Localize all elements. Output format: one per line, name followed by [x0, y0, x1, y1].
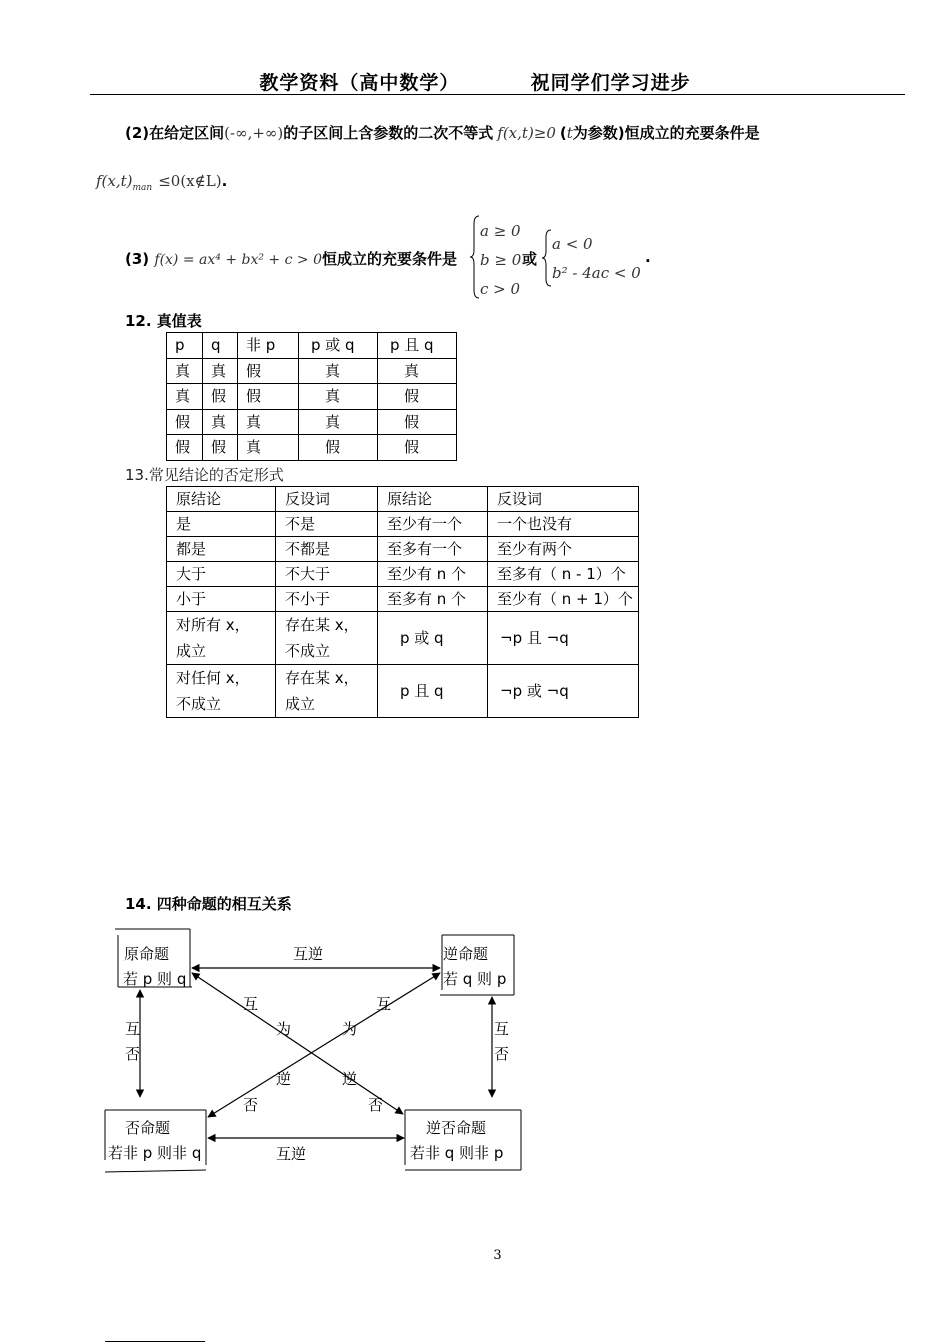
negation-header-original-2: 原结论	[378, 487, 488, 512]
table-cell: 至少有（ n + 1）个	[488, 587, 639, 612]
table-cell: 假	[167, 435, 203, 461]
truth-header-p-and-q: p 且 q	[378, 333, 457, 359]
table-cell: 都是	[167, 537, 276, 562]
case1-b: b ≥ 0	[480, 251, 522, 269]
negation-header-original-1: 原结论	[167, 487, 276, 512]
original-prop-name: 原命题	[124, 945, 170, 963]
converse-prop-form: 若 q 则 p	[443, 970, 507, 988]
para-2-expr: f(x,t)≥0	[497, 124, 556, 142]
table-cell: 真	[238, 409, 299, 435]
table-cell: 大于	[167, 562, 276, 587]
diagonal-2-label-3: 逆	[276, 1070, 292, 1088]
diagonal-arrow-1	[192, 973, 403, 1114]
para-2-lead: (2)在给定区间	[125, 124, 225, 142]
cell-line: 对所有 x，	[176, 616, 250, 634]
table-cell: p 或 q	[378, 612, 488, 665]
para-2-line2-expr: f(x,t)	[96, 172, 133, 190]
left-arrow-label-2: 否	[125, 1045, 141, 1063]
truth-header-p: p	[167, 333, 203, 359]
top-arrow-label: 互逆	[293, 945, 324, 963]
bottom-arrow-label: 互逆	[276, 1145, 307, 1163]
diagonal-1-label-2: 为	[276, 1020, 292, 1038]
table-cell: 至多有（ n - 1）个	[488, 562, 639, 587]
para-2-line2-sub: man	[132, 183, 153, 193]
table-cell: 真	[299, 409, 378, 435]
table-cell: 真	[299, 358, 378, 384]
table-cell: 小于	[167, 587, 276, 612]
para-2-line2-end: .	[221, 172, 228, 190]
diagonal-1-label-1: 互	[243, 995, 259, 1013]
converse-prop-name: 逆命题	[443, 945, 489, 963]
case2-a: a < 0	[552, 235, 593, 253]
right-arrow-label-2: 否	[494, 1045, 510, 1063]
truth-table-title: 12. 真值表	[125, 312, 202, 330]
table-cell: 真	[203, 409, 238, 435]
table-cell: 不大于	[276, 562, 378, 587]
diagonal-1-label-3: 逆	[342, 1070, 358, 1088]
right-arrow-label-1: 互	[494, 1020, 510, 1038]
cell-line: 成立	[285, 695, 316, 713]
header-left-title: 教学资料（高中数学）	[259, 72, 460, 94]
cell-line: 不成立	[176, 695, 222, 713]
cell-line: 不成立	[285, 642, 331, 660]
table-cell: 假	[378, 409, 457, 435]
case1-c: c > 0	[480, 280, 521, 298]
table-cell: 假	[299, 435, 378, 461]
cell-line: 存在某 x，	[285, 669, 359, 687]
negation-header-negation-1: 反设词	[276, 487, 378, 512]
diagonal-2-label-2: 为	[342, 1020, 358, 1038]
table-cell: 假	[203, 435, 238, 461]
table-cell: 假	[238, 384, 299, 410]
cell-line: 存在某 x，	[285, 616, 359, 634]
diagonal-2-label-4: 否	[243, 1096, 259, 1114]
case2-b: b² - 4ac < 0	[552, 264, 641, 282]
page-number: 3	[493, 1248, 502, 1263]
para-2-interval: (-∞,+∞)	[224, 124, 284, 142]
table-cell: 假	[203, 384, 238, 410]
para-2-param: t	[566, 124, 573, 142]
table-cell: 至多有一个	[378, 537, 488, 562]
original-prop-form: 若 p 则 q	[123, 970, 187, 988]
table-cell: 真	[167, 358, 203, 384]
table-cell: 假	[238, 358, 299, 384]
table-cell: p 且 q	[378, 665, 488, 718]
truth-header-not-p: 非 p	[238, 333, 299, 359]
inverse-prop-name: 否命题	[125, 1119, 171, 1137]
para-3-or: 或	[522, 250, 538, 268]
para-2-paren: (	[559, 124, 567, 142]
table-cell: 真	[238, 435, 299, 461]
table-cell: 不都是	[276, 537, 378, 562]
table-cell: 一个也没有	[488, 512, 639, 537]
header-right-title: 祝同学们学习进步	[530, 72, 691, 94]
footnote-rule	[105, 1341, 205, 1342]
table-cell: 至少有一个	[378, 512, 488, 537]
para-2-line2-rest: ≤0(x∉L)	[158, 172, 222, 190]
table-cell: ¬p 且 ¬q	[488, 612, 639, 665]
table-cell: 至多有 n 个	[378, 587, 488, 612]
table-cell: 真	[203, 358, 238, 384]
table-cell: 不小于	[276, 587, 378, 612]
table-cell: 真	[167, 384, 203, 410]
para-3-mid: 恒成立的充要条件是	[322, 250, 458, 268]
four-props-title: 14. 四种命题的相互关系	[125, 895, 292, 913]
table-cell: 至少有 n 个	[378, 562, 488, 587]
table-cell: 假	[378, 384, 457, 410]
diagonal-1-label-4: 否	[368, 1096, 384, 1114]
truth-header-p-or-q: p 或 q	[299, 333, 378, 359]
contrapositive-prop-form: 若非 q 则非 p	[410, 1144, 504, 1162]
left-arrow-label-1: 互	[125, 1020, 141, 1038]
case1-a: a ≥ 0	[480, 222, 521, 240]
table-cell: 至少有两个	[488, 537, 639, 562]
para-3-num: (3)	[125, 250, 150, 268]
inverse-prop-form: 若非 p 则非 q	[108, 1144, 202, 1162]
cell-line: 对任何 x，	[176, 669, 250, 687]
contrapositive-prop-name: 逆否命题	[426, 1119, 487, 1137]
negation-header-negation-2: 反设词	[488, 487, 639, 512]
truth-header-q: q	[203, 333, 238, 359]
table-cell: 假	[167, 409, 203, 435]
table-cell: 真	[299, 384, 378, 410]
para-3-end: .	[645, 248, 651, 266]
table-cell: 假	[378, 435, 457, 461]
diagonal-2-label-1: 互	[376, 995, 392, 1013]
table-cell: 是	[167, 512, 276, 537]
cell-line: 成立	[176, 642, 207, 660]
para-2-mid: 的子区间上含参数的二次不等式	[283, 124, 494, 142]
negation-table-title: 13.常见结论的否定形式	[125, 466, 284, 484]
para-3-expr: f(x) = ax⁴ + bx² + c > 0	[154, 252, 322, 268]
table-cell: ¬p 或 ¬q	[488, 665, 639, 718]
para-2-tail: 为参数)恒成立的充要条件是	[572, 124, 760, 142]
table-cell: 不是	[276, 512, 378, 537]
table-cell: 真	[378, 358, 457, 384]
